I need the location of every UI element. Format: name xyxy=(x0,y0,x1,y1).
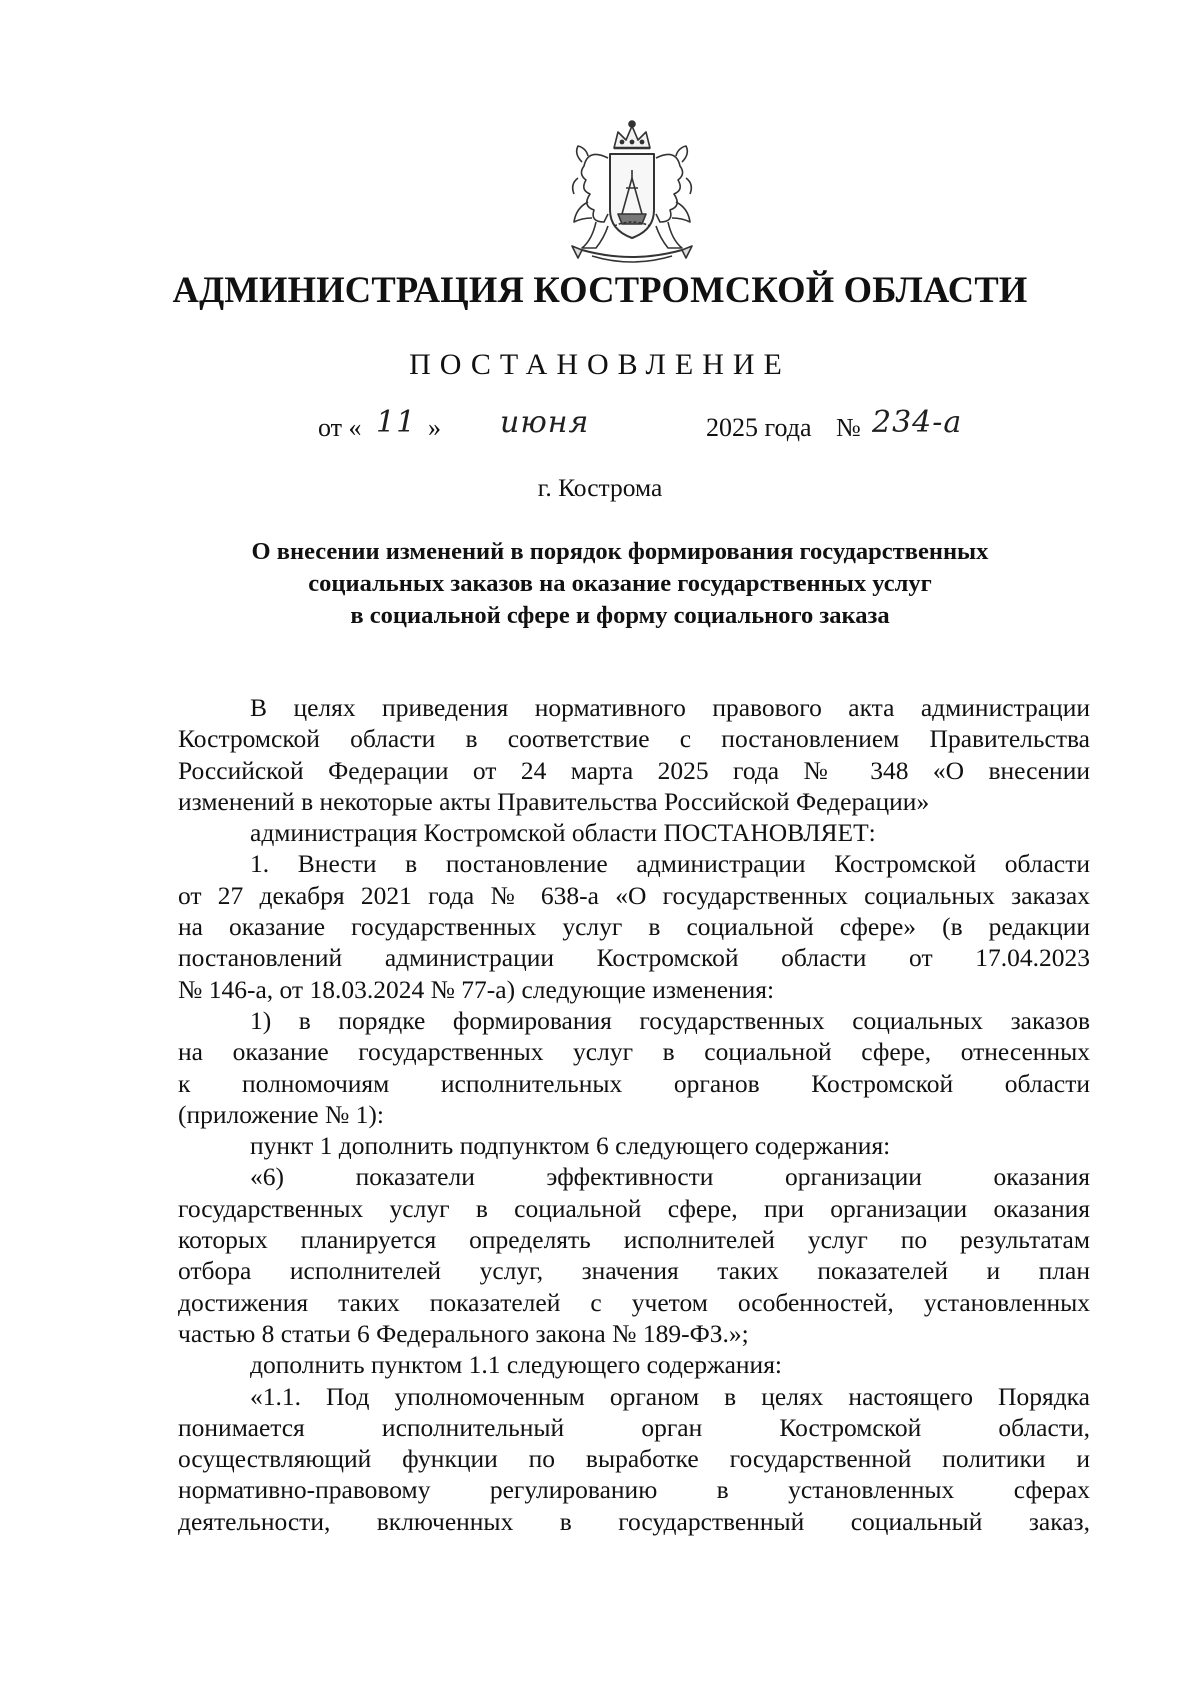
document-type: ПОСТАНОВЛЕНИЕ xyxy=(409,348,791,381)
date-number-line xyxy=(0,405,1200,455)
body-line: понимается исполнительный орган Костромской области, xyxy=(178,1412,1090,1442)
body-line: 1) в порядке формирования государственных социальных заказов xyxy=(250,1005,1090,1035)
document-subject xyxy=(200,536,1040,632)
body-line: частью 8 статьи 6 Федерального закона № 189-ФЗ.»; xyxy=(178,1318,749,1348)
body-line: нормативно-правовому регулированию в установленных сферах xyxy=(178,1475,1090,1505)
body-line: на оказание государственных услуг в социальной сфере» (в редакции xyxy=(178,912,1090,942)
subject-line: социальных заказов на оказание государственных услуг xyxy=(308,570,932,597)
body-line: которых планируется определять исполнителей услуг по результатам xyxy=(178,1225,1090,1255)
subject-line: в социальной сфере и форму социального заказа xyxy=(350,602,890,629)
date-year: 2025 года xyxy=(706,413,812,442)
number-sign: № xyxy=(836,413,861,442)
body-line: Российской Федерации от 24 марта 2025 года № 348 «О внесении xyxy=(178,755,1090,785)
body-line: В целях приведения нормативного правового акта администрации xyxy=(250,693,1090,722)
coat-of-arms-icon xyxy=(552,118,712,270)
body-line: от 27 декабря 2021 года № 638-а «О государственных социальных заказах xyxy=(178,880,1090,910)
body-line: «6) показатели эффективности организации оказания xyxy=(250,1162,1090,1192)
body-line: «1.1. Под уполномоченным органом в целях настоящего Порядка xyxy=(250,1381,1090,1411)
body-line: дополнить пунктом 1.1 следующего содержания: xyxy=(250,1350,783,1380)
organization-title: АДМИНИСТРАЦИЯ КОСТРОМСКОЙ ОБЛАСТИ xyxy=(172,269,1028,310)
city-name: г. Кострома xyxy=(537,473,663,502)
body-line: № 146-а, от 18.03.2024 № 77-а) следующие изменения: xyxy=(178,974,775,1004)
body-line: осуществляющий функции по выработке государственной политики и xyxy=(178,1444,1090,1474)
body-line: изменений в некоторые акты Правительства Российской Федерации» xyxy=(178,786,930,816)
date-close-quote: » xyxy=(428,413,441,442)
document-number-handwritten: 234-а xyxy=(872,405,963,440)
date-prefix: от « xyxy=(318,413,362,442)
document-body xyxy=(178,692,1090,1537)
body-line: к полномочиям исполнительных органов Костромской области xyxy=(178,1068,1090,1098)
body-line: достижения таких показателей с учетом особенностей, установленных xyxy=(178,1287,1090,1317)
body-line: Костромской области в соответствие с постановлением Правительства xyxy=(178,724,1090,754)
body-line: государственных услуг в социальной сфере, при организации оказания xyxy=(178,1193,1090,1223)
body-line: постановлений администрации Костромской области от 17.04.2023 xyxy=(178,943,1090,973)
subject-line: О внесении изменений в порядок формирования государственных xyxy=(251,538,989,565)
date-day-handwritten: 11 xyxy=(376,405,417,440)
body-line: отбора исполнителей услуг, значения таких показателей и план xyxy=(178,1256,1090,1286)
body-line: (приложение № 1): xyxy=(178,1099,384,1129)
body-line: пункт 1 дополнить подпунктом 6 следующего содержания: xyxy=(250,1131,891,1161)
date-month-handwritten: июня xyxy=(500,405,590,440)
body-line: на оказание государственных услуг в социальной сфере, отнесенных xyxy=(178,1037,1090,1067)
body-line: администрация Костромской области ПОСТАНОВЛЯЕТ: xyxy=(250,818,876,848)
body-line: 1. Внести в постановление администрации Костромской области xyxy=(250,849,1090,879)
body-line: деятельности, включенных в государственный социальный заказ, xyxy=(178,1506,1090,1536)
